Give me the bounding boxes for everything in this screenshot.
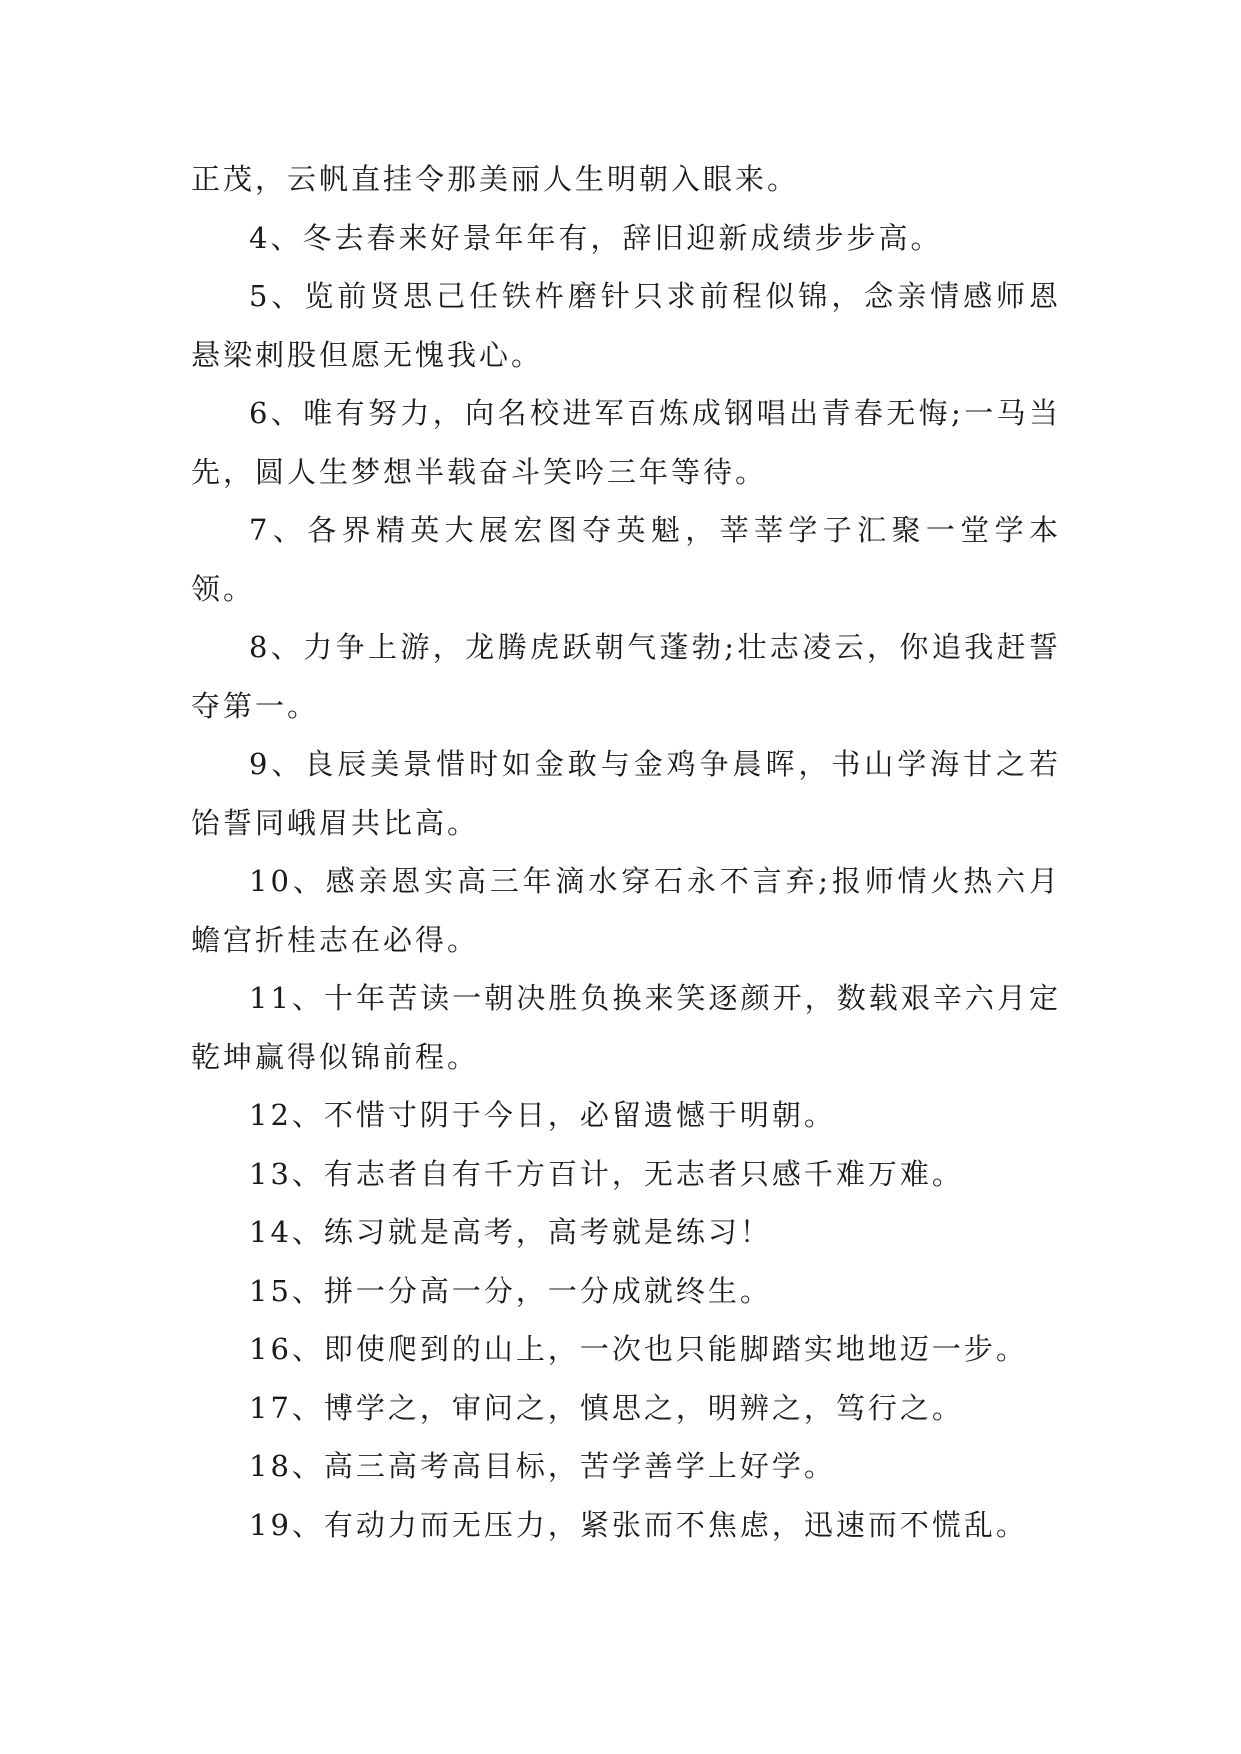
paragraph-item-13: 13、有志者自有千方百计，无志者只感千难万难。 xyxy=(249,1156,964,1191)
paragraph-item-6: 6、唯有努力，向名校进军百炼成钢唱出青春无悔;一马当先，圆人生梦想半载奋斗笑吟三年等待。 xyxy=(191,396,1061,489)
paragraph-item-12: 12、不惜寸阴于今日，必留遗憾于明朝。 xyxy=(249,1098,836,1132)
paragraph-item-16: 16、即使爬到的山上，一次也只能脚踏实地地迈一步。 xyxy=(249,1332,1028,1366)
paragraph-item-4: 4、冬去春来好景年年有，辞旧迎新成绩步步高。 xyxy=(249,220,943,255)
paragraph-item-8: 8、力争上游，龙腾虎跃朝气蓬勃;壮志凌云，你追我赶誓夺第一。 xyxy=(191,630,1061,723)
paragraph-item-7: 7、各界精英大展宏图夺英魁，莘莘学子汇聚一堂学本领。 xyxy=(191,513,1061,606)
paragraph-item-9: 9、良辰美景惜时如金敢与金鸡争晨晖，书山学海甘之若饴誓同峨眉共比高。 xyxy=(191,747,1061,840)
paragraph-item-11: 11、十年苦读一朝决胜负换来笑逐颜开，数载艰辛六月定乾坤赢得似锦前程。 xyxy=(191,981,1061,1074)
document-body xyxy=(191,150,1061,1554)
paragraph-item-18: 18、高三高考高目标，苦学善学上好学。 xyxy=(249,1449,836,1483)
paragraph-continuation: 正茂，云帆直挂令那美丽人生明朝入眼来。 xyxy=(191,162,800,196)
paragraph-item-10: 10、感亲恩实高三年滴水穿石永不言弃;报师情火热六月蟾宫折桂志在必得。 xyxy=(191,864,1061,957)
paragraph-item-14: 14、练习就是高考，高考就是练习！ xyxy=(249,1215,772,1249)
paragraph-item-15: 15、拼一分高一分，一分成就终生。 xyxy=(249,1273,772,1308)
paragraph-item-17: 17、博学之，审问之，慎思之，明辨之，笃行之。 xyxy=(249,1390,964,1425)
paragraph-item-19: 19、有动力而无压力，紧张而不焦虑，迅速而不慌乱。 xyxy=(249,1507,1028,1542)
paragraph-item-5: 5、览前贤思己任铁杵磨针只求前程似锦，念亲情感师恩悬梁刺股但愿无愧我心。 xyxy=(191,279,1061,372)
